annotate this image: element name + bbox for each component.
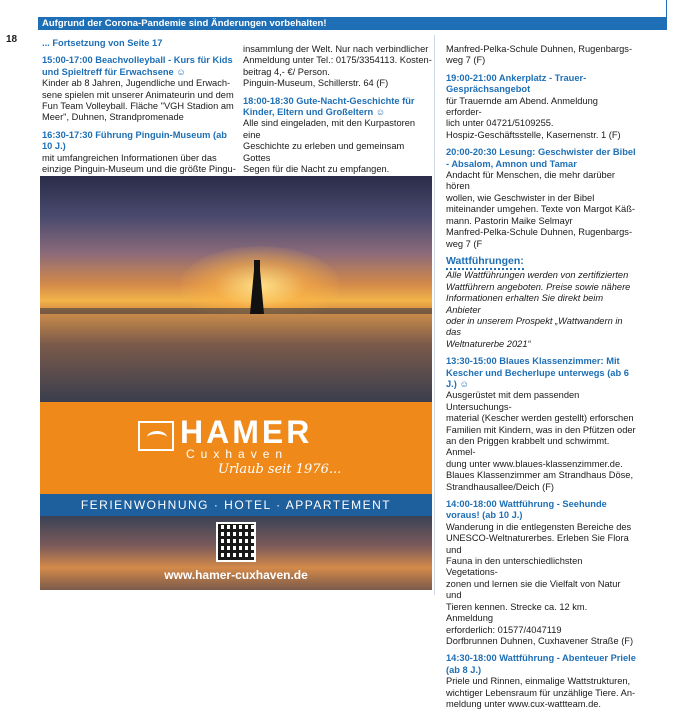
event-text: Fauna in den unterschiedlichsten Vegetations- bbox=[446, 556, 583, 578]
event-text: UNESCO-Weltnaturerbes. Erleben Sie Flora und bbox=[446, 533, 629, 555]
section-intro: oder in unserem Prospekt „Wattwandern in das bbox=[446, 315, 623, 338]
event-text: miteinander umgehen. Texte von Margot Käß- bbox=[446, 204, 635, 215]
website-link[interactable]: www.hamer-cuxhaven.de bbox=[164, 568, 308, 582]
event-text: Tieren kennen. Strecke ca. 12 km. Anmeldung bbox=[446, 601, 588, 624]
brand-tagline: Urlaub seit 1976... bbox=[218, 462, 342, 477]
event-text: Alle sind eingeladen, mit den Kurpastoren eine bbox=[243, 118, 416, 140]
section-intro: Weltnaturerbe 2021“ bbox=[446, 338, 531, 349]
event-text: Manfred-Pelka-Schule Duhnen, Rugenbargs- bbox=[446, 44, 633, 54]
column-1 bbox=[42, 38, 237, 175]
beach-photo bbox=[40, 516, 432, 590]
event-text: einzige Pinguin-Museum und die größte Pingu- bbox=[42, 164, 236, 175]
event-text: insammlung der Welt. Nur nach verbindlicher bbox=[243, 44, 429, 54]
event-text: lich unter 04721/5109255. bbox=[446, 118, 554, 129]
event-text: Anmeldung unter Tel.: 0175/3354113. Kosten- bbox=[243, 55, 432, 66]
event-text: Andacht für Menschen, die mehr darüber hören bbox=[446, 170, 615, 192]
brand-panel bbox=[40, 402, 432, 494]
event-title: 14:00-18:00 Wattführung - Seehunde voraus! (ab 10 J.) bbox=[446, 499, 607, 521]
event-text: Fun Team Volleyball. Fläche "VGH Stadion am bbox=[42, 101, 234, 112]
event-text: für Trauernde am Abend. Anmeldung erforder- bbox=[446, 95, 598, 118]
event-text: an den Priggen krabbelt und schwimmt. Anmel- bbox=[446, 436, 610, 458]
section-intro: Alle Wattführungen werden von zertifizierten bbox=[446, 270, 629, 281]
section-intro: Informationen erhalten Sie direkt beim Anbieter bbox=[446, 293, 604, 315]
event-text: Ausgerüstet mit dem passenden Untersuchungs- bbox=[446, 390, 580, 412]
corona-notice-banner: Aufgrund der Corona-Pandemie sind Änderungen vorbehalten! bbox=[38, 17, 667, 30]
event-text: weg 7 (F) bbox=[446, 55, 486, 66]
event-title: 20:00-20:30 Lesung: Geschwister der Bibel - Absalom, Amnon und Tamar bbox=[446, 147, 636, 169]
column-2 bbox=[243, 44, 433, 175]
page-number: 18 bbox=[6, 34, 18, 45]
event-text: Wanderung in die entlegensten Bereiche des bbox=[446, 521, 632, 532]
event-title: 18:00-18:30 Gute-Nacht-Geschichte für Kinder, Eltern und Großeltern ☺ bbox=[243, 95, 415, 118]
event-text: mann. Pastorin Maike Selmayr bbox=[446, 215, 573, 226]
event-title: 16:30-17:30 Führung Pinguin-Museum (ab 10 J.) bbox=[42, 129, 227, 152]
event-text: Familien mit Kindern, was in den Pfützen oder bbox=[446, 424, 636, 435]
event-text: Priele und Rinnen, einmalige Wattstrukturen, bbox=[446, 676, 631, 687]
event-text: weg 7 (F bbox=[446, 238, 483, 249]
continued-note: ... Fortsetzung von Seite 17 bbox=[42, 38, 163, 48]
banner-edge-line bbox=[666, 0, 667, 30]
water-reflection bbox=[40, 314, 432, 402]
section-intro: Wattführern angeboten. Preise sowie nähere bbox=[446, 281, 631, 292]
event-text: Hospiz-Geschäftsstelle, Kasernenstr. 1 (F) bbox=[446, 129, 621, 140]
event-text: Geschichte zu erleben und gemeinsam Gottes bbox=[243, 141, 405, 163]
event-text: erforderlich: 01577/4047119 bbox=[446, 624, 562, 635]
event-text: beitrag 4,- €/ Person. bbox=[243, 66, 330, 77]
brand-name: HAMER bbox=[180, 414, 313, 450]
event-text: zonen und lernen sie die Vielfalt von Natur und bbox=[446, 578, 621, 601]
event-text: Strandhausallee/Deich (F) bbox=[446, 481, 554, 492]
section-heading-wattfuehrungen: Wattführungen: bbox=[446, 256, 524, 270]
services-strip: FERIENWOHNUNG · HOTEL · APPARTEMENT bbox=[40, 494, 432, 516]
event-title: 13:30-15:00 Blaues Klassenzimmer: Mit Kescher und Becherlupe unterwegs (ab 6 J.) ☺ bbox=[446, 356, 629, 389]
column-divider bbox=[434, 35, 435, 595]
event-text: mit umfangreichen Informationen über das bbox=[42, 152, 217, 163]
smiley-icon: ☺ bbox=[176, 66, 186, 77]
event-text: meldung unter www.cux-wattteam.de. bbox=[446, 698, 602, 709]
event-text: wichtiger Lebensraum für unzählige Tiere. An- bbox=[446, 687, 636, 698]
event-text: Blaues Klassenzimmer am Strandhaus Döse, bbox=[446, 470, 634, 481]
event-text: material (Kescher werden gestellt) erforschen bbox=[446, 413, 634, 424]
event-text: sene spielen mit unserer Animateurin und dem bbox=[42, 89, 234, 100]
event-title: 14:30-18:00 Wattführung - Abenteuer Priele (ab 8 J.) bbox=[446, 653, 636, 675]
event-text: Kinder ab 8 Jahren, Jugendliche und Erwach- bbox=[42, 78, 231, 89]
column-3 bbox=[446, 44, 636, 710]
event-text: wollen, wie Geschwister in der Bibel bbox=[446, 192, 595, 203]
event-text: dung unter www.blaues-klassenzimmer.de. bbox=[446, 458, 623, 469]
event-text: Dorfbrunnen Duhnen, Cuxhavener Straße (F) bbox=[446, 635, 634, 646]
event-title: 19:00-21:00 Ankerplatz - Trauer-Gesprächsangebot bbox=[446, 72, 587, 95]
smiley-icon: ☺ bbox=[459, 378, 469, 389]
event-text: Pinguin-Museum, Schillerstr. 64 (F) bbox=[243, 78, 389, 89]
event-text: Manfred-Pelka-Schule Duhnen, Rugenbargs- bbox=[446, 227, 633, 238]
hamer-advertisement[interactable] bbox=[40, 176, 432, 590]
smiley-icon: ☺ bbox=[375, 107, 386, 118]
sunset-photo bbox=[40, 176, 432, 402]
event-text: Segen für die Nacht zu empfangen. bbox=[243, 164, 390, 175]
event-text: Meer", Duhnen, Strandpromenade bbox=[42, 112, 184, 123]
qr-code-icon[interactable] bbox=[216, 522, 256, 562]
brand-location: Cuxhaven bbox=[186, 447, 289, 461]
seagull-logo-icon bbox=[138, 421, 174, 451]
event-title: 15:00-17:00 Beachvolleyball - Kurs für Kids und Spieltreff für Erwachsene ☺ bbox=[42, 55, 233, 77]
